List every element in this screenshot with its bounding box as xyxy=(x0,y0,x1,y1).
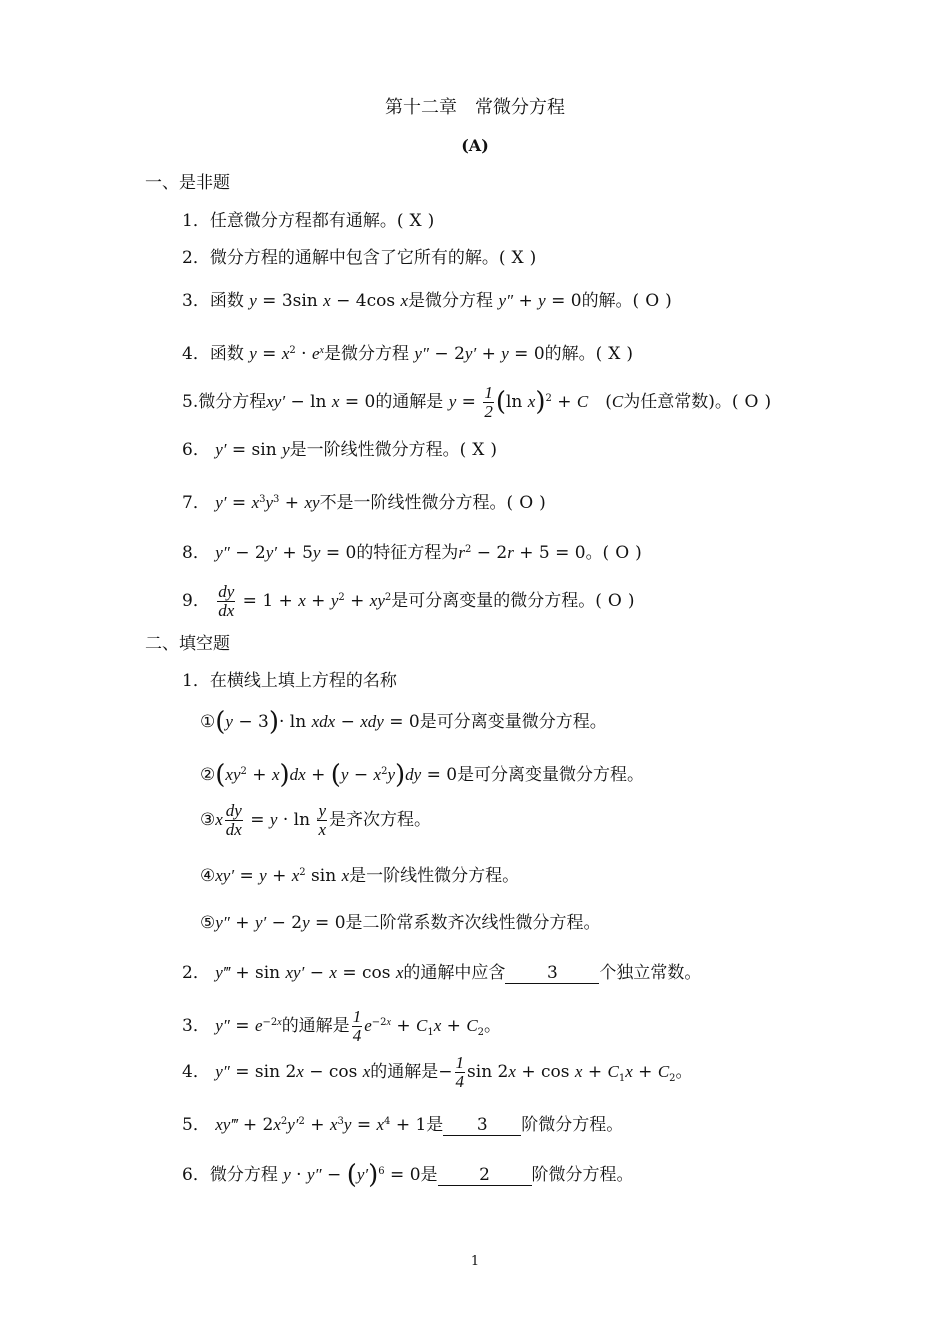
fill-sub-5: ⑤y″ + y′ − 2y = 0是二阶常系数齐次线性微分方程。 xyxy=(200,913,601,933)
tf-item-1: 1．任意微分方程都有通解。( X ) xyxy=(182,211,435,231)
tf-item-6: 6． y′ = sin y是一阶线性微分方程。( X ) xyxy=(182,440,498,460)
fill-item-1: 1．在横线上填上方程的名称 xyxy=(182,671,397,691)
tf-answer-3: O xyxy=(645,291,660,311)
fraction: $\frac{1}{2}$ xyxy=(484,383,493,421)
fill-sub-1: ①(y − 3)· ln xdx − xdy = 0是可分离变量微分方程。 xyxy=(200,707,607,737)
formula: y xyxy=(249,291,257,310)
fill-sub-4: ④xy′ = $y + x^2$ sin x是一阶线性微分方程。 xyxy=(200,866,520,886)
fill-item-3: 3． $y'' = e^{-2x}$的通解是 $\frac{1}{4}$ $e^{-2x} + C_1x + C_2$。 xyxy=(182,1007,502,1045)
tf-answer-8: O xyxy=(615,543,630,563)
page-number: 1 xyxy=(470,1254,480,1269)
tf-item-3: 3．函数 y = 3sin x − 4cos x是微分方程 y″ + y = 0的解。( O ) xyxy=(182,291,672,311)
fill-item-6: 6．微分方程 $y \cdot y'' - (y')^6 = 0$是 2 阶微分方程。 xyxy=(182,1160,634,1190)
fill-item-4: 4． y″ = sin 2x − cos x的通解是− $\frac{1}{4}$ $\sin 2x + \cos x + C_1x + C_2$。 xyxy=(182,1053,693,1091)
fill-sub-3: ③x $\frac{dy}{dx}$ = y · ln $\frac{y}{x}$ 是齐次方程。 xyxy=(200,801,432,839)
page-subtitle: (A) xyxy=(461,136,489,155)
answer-blank: 3 xyxy=(443,1115,521,1136)
fill-item-2: 2． y‴ + sin xy′ − x = cos x的通解中应含 3 个独立常数。 xyxy=(182,963,702,983)
tf-item-8: 8． y″ − 2y′ + 5y = 0的特征方程为$r^2 - 2r + 5 = 0$。( O ) xyxy=(182,543,642,563)
tf-item-7: 7． $y' = x^3y^3$ + xy不是一阶线性微分方程。( O ) xyxy=(182,493,546,513)
tf-item-5: 5.微分方程xy′ − ln x = 0的通解是 y = $\frac{1}{2}$ (ln x)$^2$ + C (C为任意常数)。( O ) xyxy=(182,383,772,421)
tf-answer-4: X xyxy=(608,344,621,364)
section-heading-true-false: 一、是非题 xyxy=(145,173,230,193)
fill-item-5: 5． xy‴ + $2x^2y'^2 + x^3y = x^4 + 1$是 3 阶微分方程。 xyxy=(182,1115,624,1135)
tf-item-2: 2．微分方程的通解中包含了它所有的解。( X ) xyxy=(182,248,537,268)
answer-blank: 2 xyxy=(438,1165,532,1186)
fill-sub-2: $②(xy^2 + x)dx + (y - x^2y)dy = 0$是可分离变量微分方程。 xyxy=(200,760,645,790)
page-title: 第十二章 常微分方程 xyxy=(385,97,565,118)
tf-answer-6: X xyxy=(472,440,485,460)
tf-item-4: 4．函数 $y = x^2 \cdot e^x$是微分方程 y″ − 2y′ + y = 0的解。( X ) xyxy=(182,344,634,364)
tf-answer-2: X xyxy=(511,248,524,268)
tf-answer-1: X xyxy=(409,211,422,231)
tf-answer-7: O xyxy=(519,493,534,513)
tf-answer-5: O xyxy=(744,392,759,412)
answer-blank: 3 xyxy=(505,963,599,984)
tf-answer-9: O xyxy=(607,591,622,611)
section-heading-fill-blank: 二、填空题 xyxy=(145,634,230,654)
tf-item-9: 9． $\frac{dy}{dx}$ = $1 + x + y^2 + xy^2$是可分离变量的微分方程。( O ) xyxy=(182,582,635,620)
